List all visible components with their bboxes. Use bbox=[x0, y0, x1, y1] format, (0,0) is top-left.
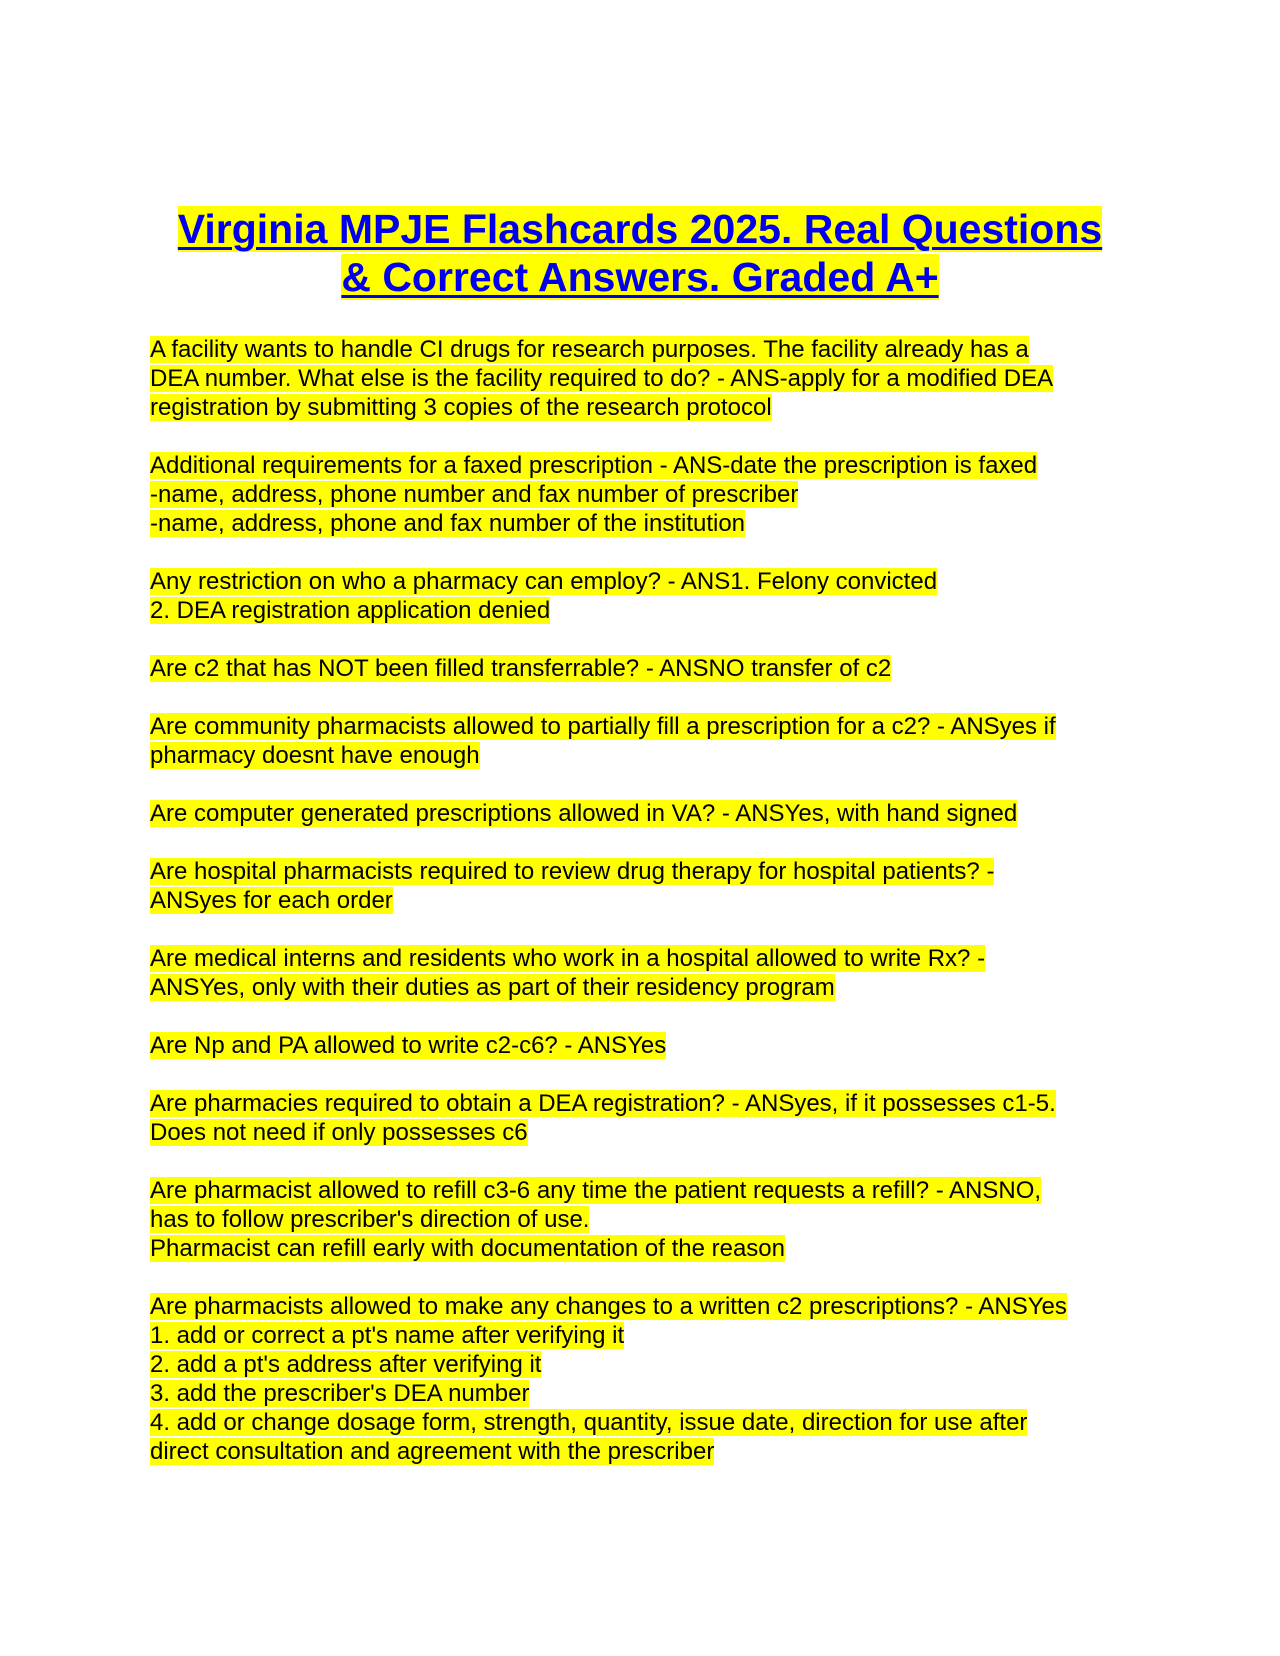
flashcard-entry-3 bbox=[150, 567, 1140, 625]
entry-line bbox=[150, 1234, 1140, 1263]
entry-text: 1. add or correct a pt's name after verifying it bbox=[150, 1322, 625, 1349]
entry-line bbox=[150, 1089, 1140, 1118]
entry-line bbox=[150, 335, 1140, 364]
entry-line bbox=[150, 944, 1140, 973]
entry-line bbox=[150, 567, 1140, 596]
entry-text: 2. add a pt's address after verifying it bbox=[150, 1351, 542, 1378]
entry-line bbox=[150, 364, 1140, 393]
entry-text: -name, address, phone number and fax number of prescriber bbox=[150, 481, 799, 508]
entry-text: Are hospital pharmacists required to review drug therapy for hospital patients? - bbox=[150, 858, 995, 885]
entry-text: Additional requirements for a faxed prescription - ANS-date the prescription is faxed bbox=[150, 452, 1038, 479]
flashcard-entry-2 bbox=[150, 451, 1140, 538]
document-title bbox=[150, 205, 1130, 301]
entry-line bbox=[150, 886, 1140, 915]
entry-line bbox=[150, 1205, 1140, 1234]
title-line-2 bbox=[150, 253, 1130, 301]
entry-text: Pharmacist can refill early with documentation of the reason bbox=[150, 1235, 785, 1262]
title-link-line-2[interactable]: & Correct Answers. Graded A+ bbox=[341, 254, 939, 300]
entry-line bbox=[150, 654, 1140, 683]
entry-text: registration by submitting 3 copies of the research protocol bbox=[150, 394, 772, 421]
flashcard-list bbox=[150, 335, 1140, 1495]
entry-text: DEA number. What else is the facility required to do? - ANS-apply for a modified DEA bbox=[150, 365, 1054, 392]
entry-line bbox=[150, 480, 1140, 509]
entry-text: 4. add or change dosage form, strength, quantity, issue date, direction for use after bbox=[150, 1409, 1028, 1436]
entry-text: has to follow prescriber's direction of use. bbox=[150, 1206, 590, 1233]
title-link-line-1[interactable]: Virginia MPJE Flashcards 2025. Real Questions bbox=[177, 206, 1103, 252]
entry-text: Are community pharmacists allowed to partially fill a prescription for a c2? - ANSyes if bbox=[150, 713, 1056, 740]
entry-line bbox=[150, 1031, 1140, 1060]
flashcard-entry-4 bbox=[150, 654, 1140, 683]
entry-line bbox=[150, 799, 1140, 828]
flashcard-entry-8 bbox=[150, 944, 1140, 1002]
entry-line bbox=[150, 451, 1140, 480]
entry-line bbox=[150, 1176, 1140, 1205]
entry-text: Are medical interns and residents who work in a hospital allowed to write Rx? - bbox=[150, 945, 986, 972]
entry-text: Are pharmacists allowed to make any changes to a written c2 prescriptions? - ANSYes bbox=[150, 1293, 1067, 1320]
flashcard-entry-9 bbox=[150, 1031, 1140, 1060]
entry-text: pharmacy doesnt have enough bbox=[150, 742, 480, 769]
entry-text: Any restriction on who a pharmacy can employ? - ANS1. Felony convicted bbox=[150, 568, 938, 595]
entry-line bbox=[150, 1379, 1140, 1408]
entry-line bbox=[150, 1321, 1140, 1350]
flashcard-entry-10 bbox=[150, 1089, 1140, 1147]
entry-text: 2. DEA registration application denied bbox=[150, 597, 551, 624]
entry-text: 3. add the prescriber's DEA number bbox=[150, 1380, 530, 1407]
entry-line bbox=[150, 1408, 1140, 1437]
entry-line bbox=[150, 973, 1140, 1002]
flashcard-entry-1 bbox=[150, 335, 1140, 422]
entry-line bbox=[150, 712, 1140, 741]
entry-line bbox=[150, 1350, 1140, 1379]
entry-line bbox=[150, 393, 1140, 422]
entry-text: ANSYes, only with their duties as part of their residency program bbox=[150, 974, 835, 1001]
entry-text: Are pharmacist allowed to refill c3-6 any time the patient requests a refill? - ANSNO, bbox=[150, 1177, 1042, 1204]
entry-line bbox=[150, 1292, 1140, 1321]
title-line-1 bbox=[150, 205, 1130, 253]
flashcard-entry-12 bbox=[150, 1292, 1140, 1466]
entry-line bbox=[150, 596, 1140, 625]
entry-text: Are computer generated prescriptions allowed in VA? - ANSYes, with hand signed bbox=[150, 800, 1018, 827]
entry-line bbox=[150, 857, 1140, 886]
flashcard-entry-11 bbox=[150, 1176, 1140, 1263]
flashcard-entry-7 bbox=[150, 857, 1140, 915]
flashcard-entry-5 bbox=[150, 712, 1140, 770]
entry-text: Are Np and PA allowed to write c2-c6? - ANSYes bbox=[150, 1032, 667, 1059]
entry-text: -name, address, phone and fax number of the institution bbox=[150, 510, 746, 537]
entry-line bbox=[150, 1437, 1140, 1466]
entry-text: direct consultation and agreement with the prescriber bbox=[150, 1438, 715, 1465]
entry-line bbox=[150, 1118, 1140, 1147]
entry-line bbox=[150, 741, 1140, 770]
entry-line bbox=[150, 509, 1140, 538]
entry-text: Does not need if only possesses c6 bbox=[150, 1119, 528, 1146]
flashcard-entry-6 bbox=[150, 799, 1140, 828]
entry-text: ANSyes for each order bbox=[150, 887, 393, 914]
entry-text: A facility wants to handle CI drugs for research purposes. The facility already has a bbox=[150, 336, 1029, 363]
entry-text: Are c2 that has NOT been filled transferrable? - ANSNO transfer of c2 bbox=[150, 655, 892, 682]
entry-text: Are pharmacies required to obtain a DEA registration? - ANSyes, if it possesses c1-5. bbox=[150, 1090, 1056, 1117]
